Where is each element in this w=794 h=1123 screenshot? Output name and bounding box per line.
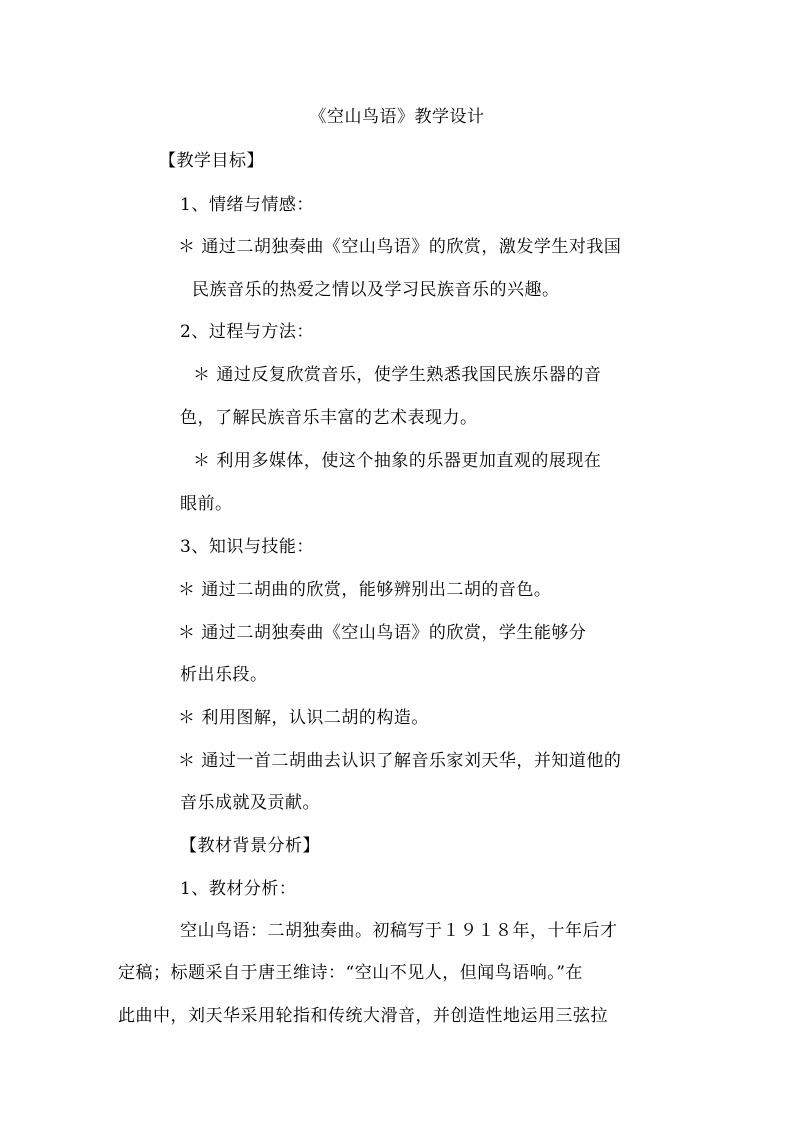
paragraph-line: ＊ 利用图解，认识二胡的构造。 — [178, 708, 429, 728]
paragraph-line: ＊ 通过一首二胡曲去认识了解音乐家刘天华，并知道他的 — [178, 751, 622, 771]
document-title: 《空山鸟语》教学设计 — [309, 107, 485, 127]
paragraph-line: 空山鸟语：二胡独奏曲。初稿写于１９１８年，十年后才 — [180, 921, 618, 941]
subheading-emotion: 1、情绪与情感： — [180, 195, 314, 215]
paragraph-line: 定稿；标题采自于唐王维诗：“空山不见人，但闻鸟语响。”在 — [118, 963, 583, 983]
paragraph-line: 眼前。 — [180, 494, 233, 514]
paragraph-line: 音乐成就及贡献。 — [180, 793, 320, 813]
paragraph-line: ＊ 利用多媒体，使这个抽象的乐器更加直观的展现在 — [193, 451, 602, 471]
paragraph-line: ＊ 通过二胡曲的欣赏，能够辨别出二胡的音色。 — [178, 580, 552, 600]
paragraph-line: ＊ 通过二胡独奏曲《空山鸟语》的欣赏，学生能够分 — [178, 623, 587, 643]
section-heading-material-background: 【教材背景分析】 — [180, 836, 320, 856]
paragraph-line: ＊ 通过反复欣赏音乐，使学生熟悉我国民族乐器的音 — [193, 365, 602, 385]
subheading-material-analysis: 1、教材分析： — [180, 879, 297, 899]
paragraph-line: 此曲中，刘天华采用轮指和传统大滑音，并创造性地运用三弦拉 — [118, 1006, 608, 1026]
paragraph-line: 民族音乐的热爱之情以及学习民族音乐的兴趣。 — [192, 280, 560, 300]
section-heading-teaching-goals: 【教学目标】 — [159, 151, 264, 171]
paragraph-line: 析出乐段。 — [180, 665, 268, 685]
paragraph-line: ＊ 通过二胡独奏曲《空山鸟语》的欣赏，激发学生对我国 — [178, 237, 622, 257]
subheading-knowledge-skill: 3、知识与技能： — [180, 537, 314, 557]
paragraph-line: 色，了解民族音乐丰富的艺术表现力。 — [180, 408, 478, 428]
subheading-process-method: 2、过程与方法： — [180, 322, 314, 342]
